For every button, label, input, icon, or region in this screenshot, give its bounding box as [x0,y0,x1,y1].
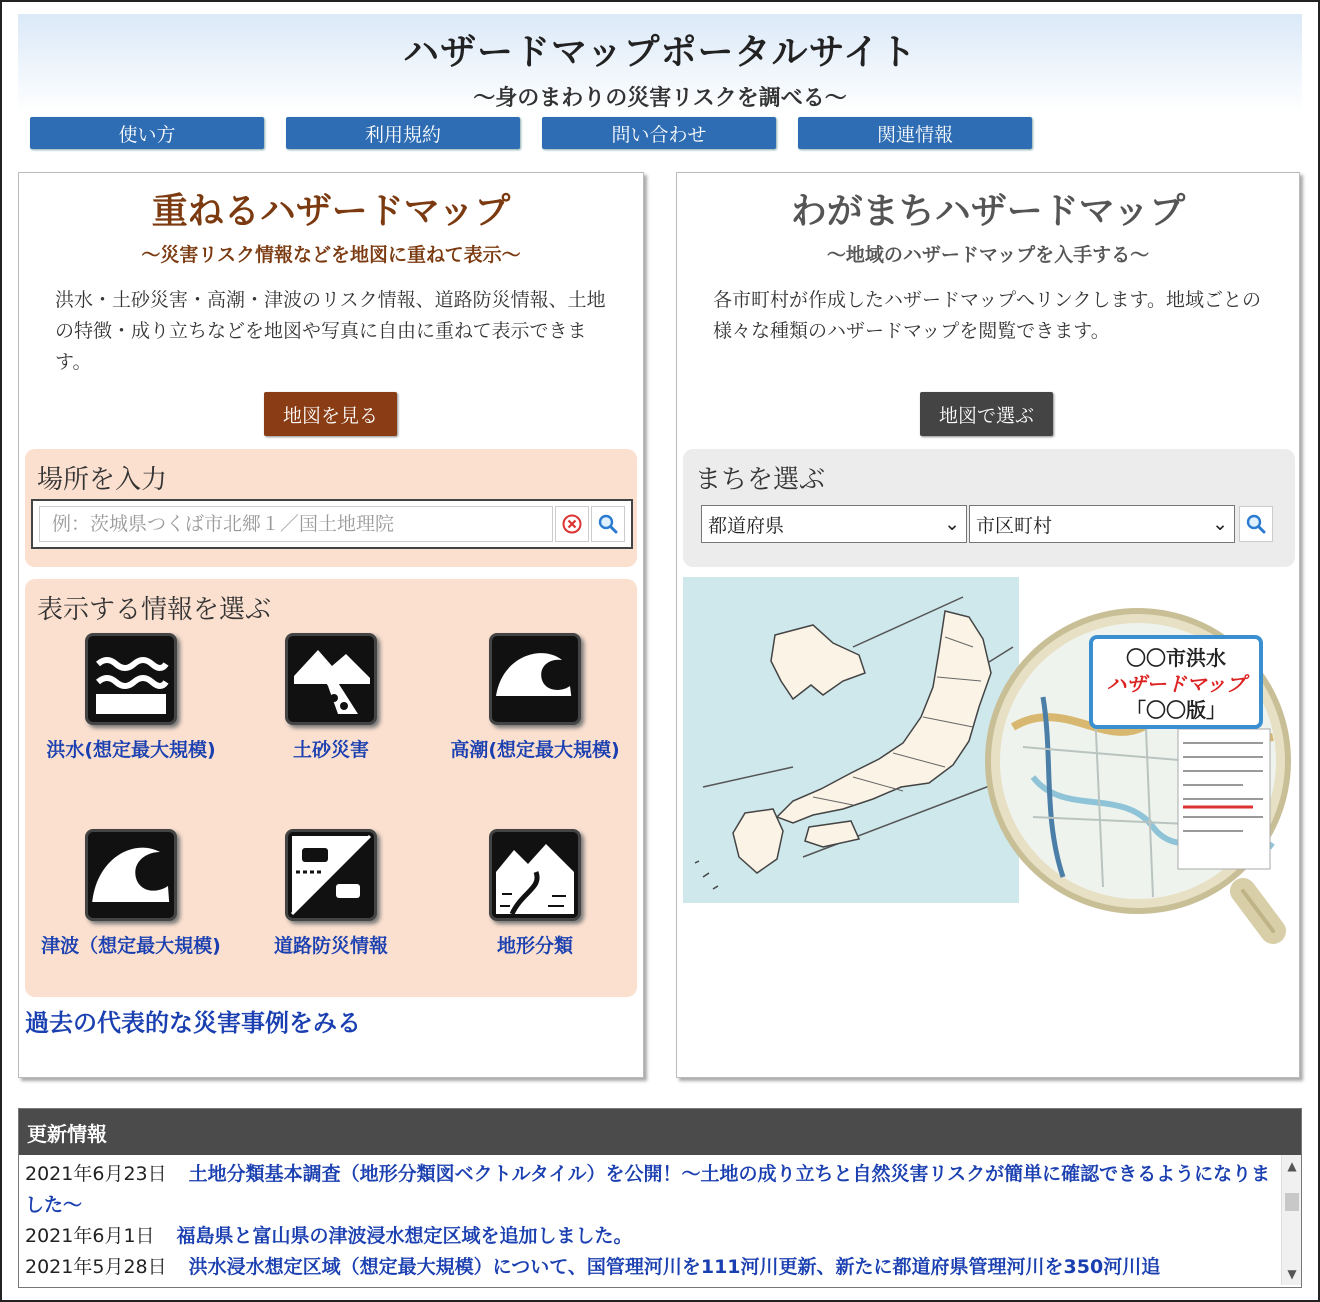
list-item [25,1252,1273,1283]
town-hazard-description: 各市町村が作成したハザードマップへリンクします。地域ごとの様々な種類のハザードマップを閲覧できます。 [713,289,1261,342]
scroll-thumb[interactable] [1285,1193,1299,1211]
hazard-flood-label: 洪水(想定最大規模) [46,739,216,761]
japan-map-illustration[interactable] [683,577,1293,977]
clear-icon [562,514,582,534]
location-search-input[interactable] [39,506,553,542]
hazard-road[interactable] [241,829,421,962]
hazard-tsunami-label: 津波（想定最大規模) [41,935,221,957]
hazard-tsunami[interactable] [41,829,221,962]
nav-related-button[interactable]: 関連情報 [798,117,1032,149]
update-date: 2021年5月28日 [25,1256,167,1278]
storm-surge-icon [489,633,581,725]
hazard-info-box [25,579,637,997]
list-item [25,1221,1273,1252]
chevron-down-icon: ⌄ [944,513,960,535]
list-item [25,1159,1273,1221]
japan-map-image [683,577,1293,977]
magnifier-text-1: 〇〇市洪水 [1126,646,1226,670]
road-disaster-icon [285,829,377,921]
hazard-flood[interactable] [41,633,221,766]
updates-heading: 更新情報 [19,1109,1301,1155]
updates-section [18,1108,1302,1288]
search-bar [31,499,633,549]
scroll-down-icon[interactable]: ▼ [1287,1267,1297,1281]
overlay-hazard-title: 重ねるハザードマップ [151,191,511,232]
updates-scrollbar[interactable] [1281,1155,1301,1285]
overlay-hazard-description: 洪水・土砂災害・高潮・津波のリスク情報、道路防災情報、土地の特徴・成り立ちなどを地図や写真に自由に重ねて表示できます。 [55,289,606,373]
town-select-box [683,449,1295,567]
hazard-landform[interactable] [445,829,625,962]
location-search-label: 場所を入力 [37,465,168,495]
overlay-hazard-panel [18,172,644,1078]
town-select-label: まちを選ぶ [695,465,826,495]
update-date: 2021年6月23日 [25,1163,167,1185]
town-select-row [701,505,1273,543]
search-icon [597,513,619,535]
hazard-storm-surge-label: 高潮(想定最大規模) [450,739,620,761]
landslide-icon [285,633,377,725]
update-link[interactable]: 洪水浸水想定区域（想定最大規模）について、国管理河川を111河川更新、新たに都道府県管理河川を350河川追 [188,1256,1161,1278]
city-select-value: 市区町村 [976,514,1053,537]
hazard-storm-surge[interactable] [445,633,625,766]
flood-icon [85,633,177,725]
location-search-box [25,449,637,567]
town-hazard-panel [676,172,1300,1078]
past-disaster-link[interactable]: 過去の代表的な災害事例をみる [25,1009,361,1037]
update-date: 2021年6月1日 [25,1225,155,1247]
nav-contact-button[interactable]: 問い合わせ [542,117,776,149]
landform-icon [489,829,581,921]
nav-terms-button[interactable]: 利用規約 [286,117,520,149]
update-link[interactable]: 土地分類基本調査（地形分類図ベクトルタイル）を公開！～土地の成り立ちと自然災害リスクが簡単に確認できるようになりました～ [25,1163,1271,1216]
hazard-landslide-label: 土砂災害 [292,739,369,761]
scroll-up-icon[interactable]: ▲ [1287,1159,1297,1173]
select-by-map-button[interactable]: 地図で選ぶ [920,392,1053,436]
location-search-button[interactable] [591,506,625,542]
view-map-button[interactable]: 地図を見る [264,392,397,436]
hazard-road-label: 道路防災情報 [273,935,388,957]
tsunami-icon [85,829,177,921]
update-link[interactable]: 福島県と富山県の津波浸水想定区域を追加しました。 [176,1225,633,1247]
clear-search-button[interactable] [555,506,589,542]
site-header [18,14,1302,114]
overlay-hazard-subtitle: ～災害リスク情報などを地図に重ねて表示～ [141,244,521,266]
magnifier-text-3: 「〇〇版」 [1126,698,1226,722]
magnifier-text-2: ハザードマップ [1106,672,1246,696]
town-search-button[interactable] [1239,506,1273,542]
site-subtitle: ～身のまわりの災害リスクを調べる～ [473,86,847,111]
town-hazard-subtitle: ～地域のハザードマップを入手する～ [826,244,1150,266]
chevron-down-icon: ⌄ [1212,513,1228,535]
hazard-info-label: 表示する情報を選ぶ [37,595,272,625]
city-select[interactable] [969,505,1235,543]
hazard-landslide[interactable] [241,633,421,766]
hazard-landform-label: 地形分類 [496,935,573,957]
site-title: ハザードマップポータルサイト [402,32,918,73]
prefecture-select[interactable] [701,505,967,543]
nav-usage-button[interactable]: 使い方 [30,117,264,149]
prefecture-select-value: 都道府県 [708,514,785,537]
search-icon [1245,513,1267,535]
main-nav [30,117,1032,149]
updates-list [19,1155,1301,1285]
town-hazard-title: わがまちハザードマップ [790,191,1186,232]
